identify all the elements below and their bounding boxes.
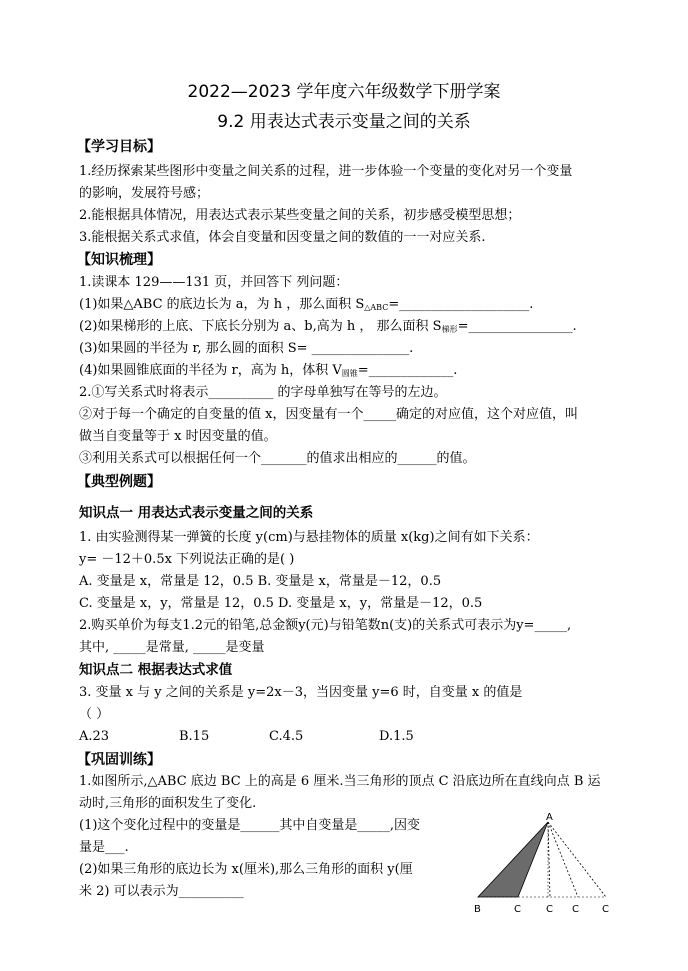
section-heading-knowledge: 【知识梳理】 [77, 252, 161, 268]
q1-text: (1)如果△ABC 的底边长为 a，为 h ，那么面积 S [79, 297, 365, 312]
q2-blank: =________________. [457, 319, 577, 334]
label-c4: C [602, 904, 609, 915]
option-b: B.15 [179, 729, 210, 744]
q2-subscript: 梯形 [441, 325, 458, 334]
knowledge-q2 [79, 319, 577, 338]
knowledge-item-2c: ③利用关系式可以根据任何一个_______的值求出相应的______的值。 [79, 451, 476, 466]
section-heading-practice: 【巩固训练】 [77, 752, 161, 768]
shaded-triangle [478, 822, 548, 897]
practice-1-line1: 1.如图所示,△ABC 底边 BC 上的高是 6 厘米.当三角形的顶点 C 沿底边所在直线向点 B 运 [79, 774, 601, 789]
label-c1: C [514, 904, 521, 915]
section-heading-examples: 【典型例题】 [77, 474, 161, 490]
section-heading-goals: 【学习目标】 [77, 139, 161, 155]
goal-line-4: 3.能根据关系式求值，体会自变量和因变量之间的数值的一一对应关系. [79, 230, 486, 245]
triangle-figure [470, 812, 620, 917]
label-c2: C [546, 904, 553, 915]
q4-blank: =_____________. [357, 363, 458, 378]
knowledge-item-2b-line2: 做当自变量等于 x 时因变量的值。 [79, 429, 277, 444]
example-1-options-ab: A. 变量是 x，常量是 12，0.5 B. 变量是 x，常量是－12，0.5 [79, 574, 442, 589]
q1-subscript: △ABC [364, 303, 389, 312]
dashed-side-3 [548, 822, 606, 897]
knowledge-point-1: 知识点一 用表达式表示变量之间的关系 [79, 505, 314, 521]
example-2-line2: 其中, _____是常量, _____是变量 [79, 640, 265, 655]
knowledge-q1 [79, 297, 533, 316]
knowledge-intro: 1.读课本 129——131 页，并回答下 列问题： [79, 275, 349, 290]
knowledge-item-2b-line1: ②对于每一个确定的自变量的值 x，因变量有一个_____确定的对应值，这个对应值，叫 [79, 407, 578, 422]
goal-line-1: 1.经历探索某些图形中变量之间关系的过程，进一步体验一个变量的变化对另一个变量 [79, 164, 573, 179]
example-1-line1: 1. 由实验测得某一弹簧的长度 y(cm)与悬挂物体的质量 x(kg)之间有如下关系： [79, 530, 539, 545]
label-c3: C [572, 904, 579, 915]
goal-line-2: 的影响，发展符号感； [79, 186, 210, 201]
practice-1-line6: 米 2) 可以表示为__________ [79, 884, 244, 899]
q4-text: (4)如果圆锥底面的半径为 r，高为 h，体积 V [79, 363, 342, 378]
label-b: B [474, 904, 481, 915]
example-1-options-cd: C. 变量是 x，y，常量是 12，0.5 D. 变量是 x，y，常量是－12，0.5 [79, 596, 483, 611]
option-a: A.23 [79, 729, 110, 744]
q1-blank: =____________________. [388, 297, 534, 312]
q2-text: (2)如果梯形的上底、下底长分别为 a、b,高为 h ， 那么面积 S [79, 319, 442, 334]
knowledge-q3: (3)如果圆的半径为 r, 那么圆的面积 S= _______________. [79, 341, 414, 356]
dashed-side-2 [548, 822, 578, 897]
example-1-line2: y= －12＋0.5x 下列说法正确的是( ) [79, 552, 295, 567]
option-d: D.1.5 [379, 729, 414, 744]
triangle-diagram [470, 812, 620, 917]
q4-subscript: 圆锥 [341, 369, 358, 378]
practice-1-line2: 动时,三角形的面积发生了变化. [79, 796, 257, 811]
knowledge-point-2: 知识点二 根据表达式求值 [79, 662, 233, 678]
example-3-line1: 3. 变量 x 与 y 之间的关系是 y=2x－3，当因变量 y=6 时，自变量 x 的值是 [79, 685, 523, 700]
practice-1-line4: 量是___. [79, 840, 129, 855]
example-3-options [79, 729, 414, 745]
practice-1-line5: (2)如果三角形的底边长为 x(厘米),那么三角形的面积 y(厘 [79, 862, 413, 877]
page-title-line2: 9.2 用表达式表示变量之间的关系 [217, 112, 471, 132]
knowledge-item-2a: 2.①写关系式时将表示__________ 的字母单独写在等号的左边。 [79, 385, 447, 400]
option-c: C.4.5 [269, 729, 304, 744]
label-a: A [546, 812, 553, 823]
knowledge-q4 [79, 363, 457, 382]
example-3-line2: （ ） [79, 707, 110, 722]
page-title-line1: 2022—2023 学年度六年级数学下册学案 [187, 82, 501, 102]
example-2-line1: 2.购买单价为每支1.2元的铅笔,总金额y(元)与铅笔数n(支)的关系式可表示为y=_____, [79, 618, 572, 633]
goal-line-3: 2.能根据具体情况，用表达式表示某些变量之间的关系，初步感受模型思想； [79, 208, 521, 223]
practice-1-line3: (1)这个变化过程中的变量是______其中自变量是_____,因变 [79, 818, 421, 833]
